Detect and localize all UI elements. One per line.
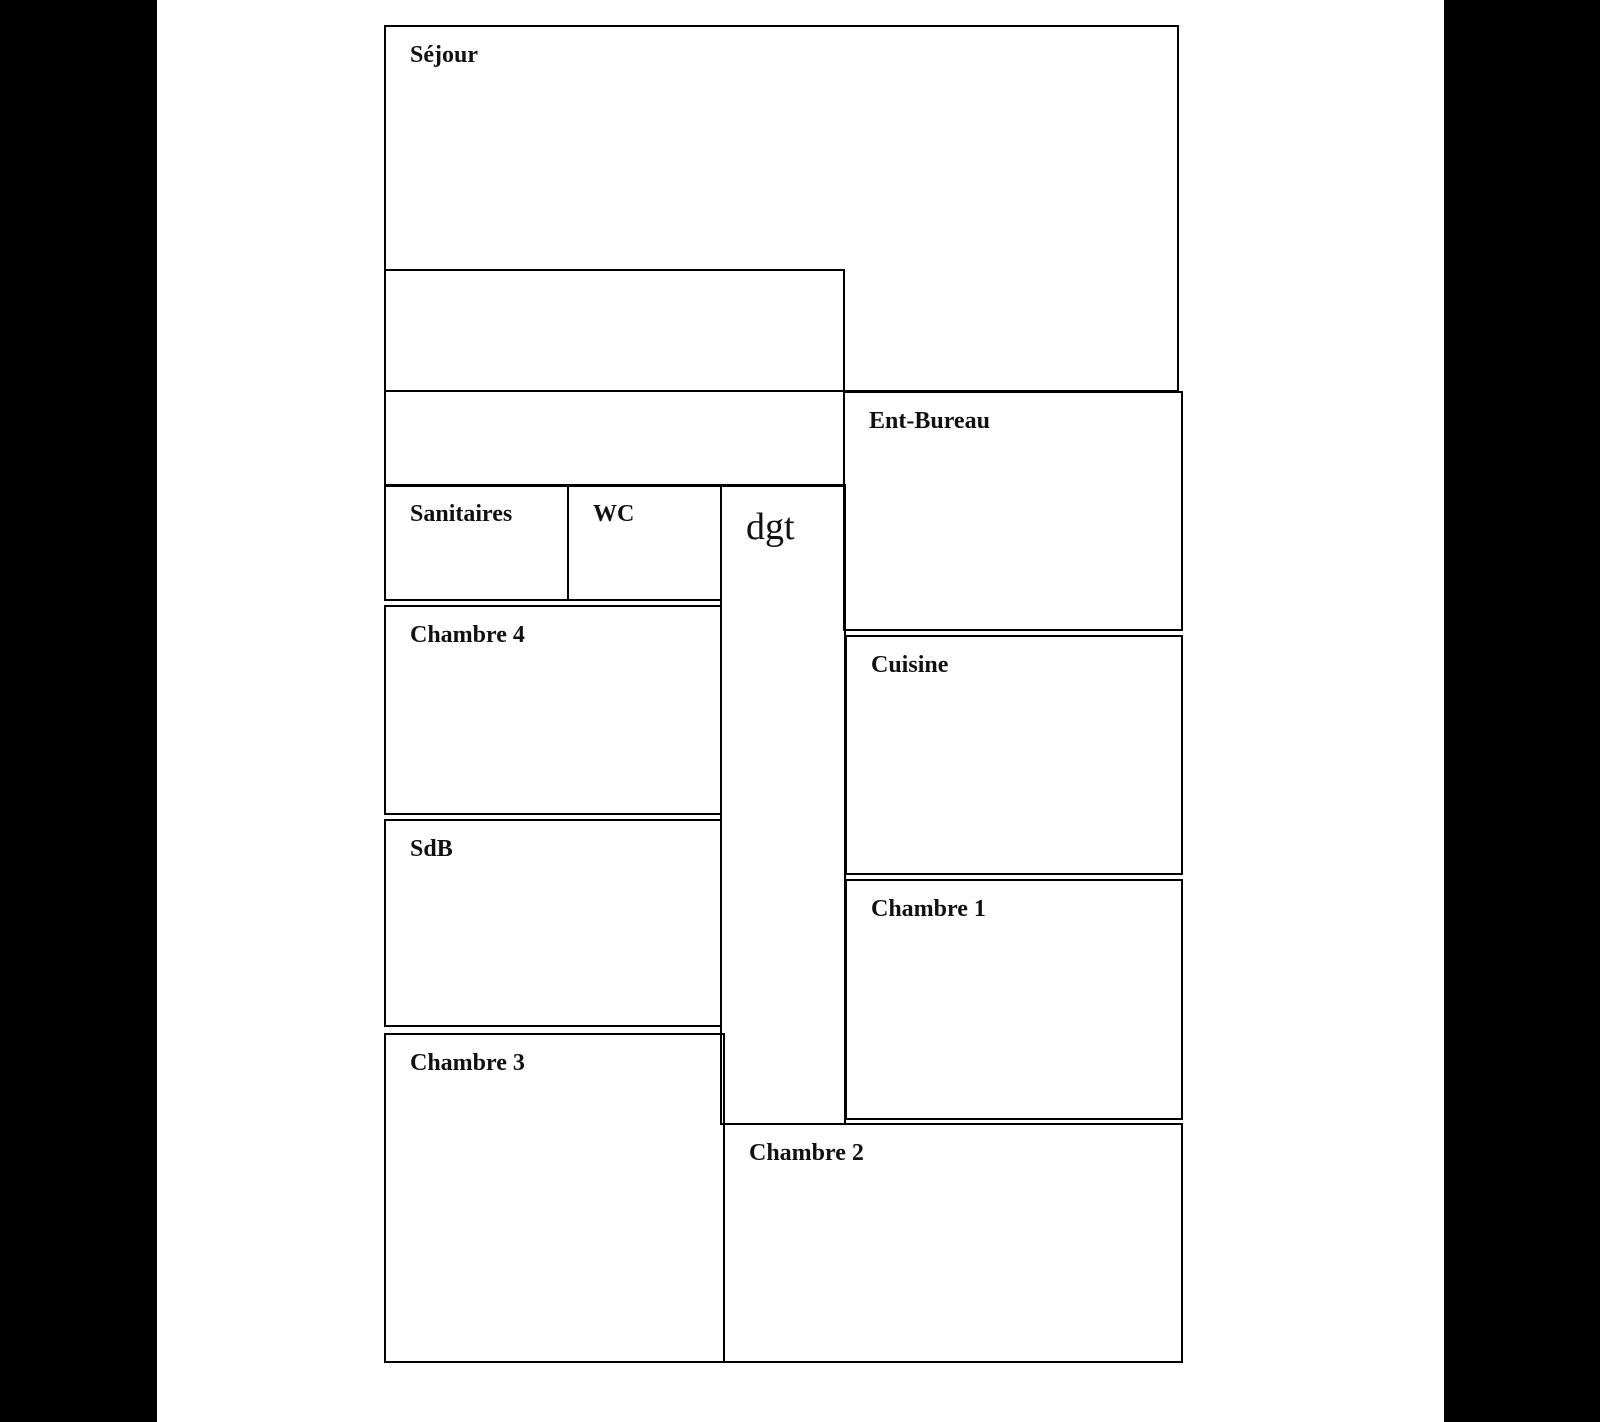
room-label-wc: WC (593, 501, 635, 527)
room-label-chambre-3: Chambre 3 (410, 1050, 525, 1076)
room-ent-bureau (843, 391, 1183, 631)
room-chambre-3 (384, 1033, 725, 1363)
room-chambre-2 (723, 1123, 1183, 1363)
room-chambre-4 (384, 605, 722, 815)
room-label-sdb: SdB (410, 836, 453, 862)
room-dgt (720, 484, 846, 1125)
floor-plan-page (157, 0, 1444, 1422)
room-label-chambre-4: Chambre 4 (410, 622, 525, 648)
room-cuisine (845, 635, 1183, 875)
room-chambre-1 (845, 879, 1183, 1120)
room-label-ent-bureau: Ent-Bureau (869, 408, 990, 434)
room-wc (567, 484, 722, 601)
room-label-chambre-2: Chambre 2 (749, 1140, 864, 1166)
room-label-sejour: Séjour (410, 42, 478, 68)
room-label-sanitaires: Sanitaires (410, 501, 513, 527)
room-unlabeled-block (384, 269, 845, 487)
room-label-cuisine: Cuisine (871, 652, 949, 678)
room-label-chambre-1: Chambre 1 (871, 896, 986, 922)
room-sdb (384, 819, 722, 1027)
room-sanitaires (384, 484, 569, 601)
room-label-dgt: dgt (746, 506, 795, 548)
